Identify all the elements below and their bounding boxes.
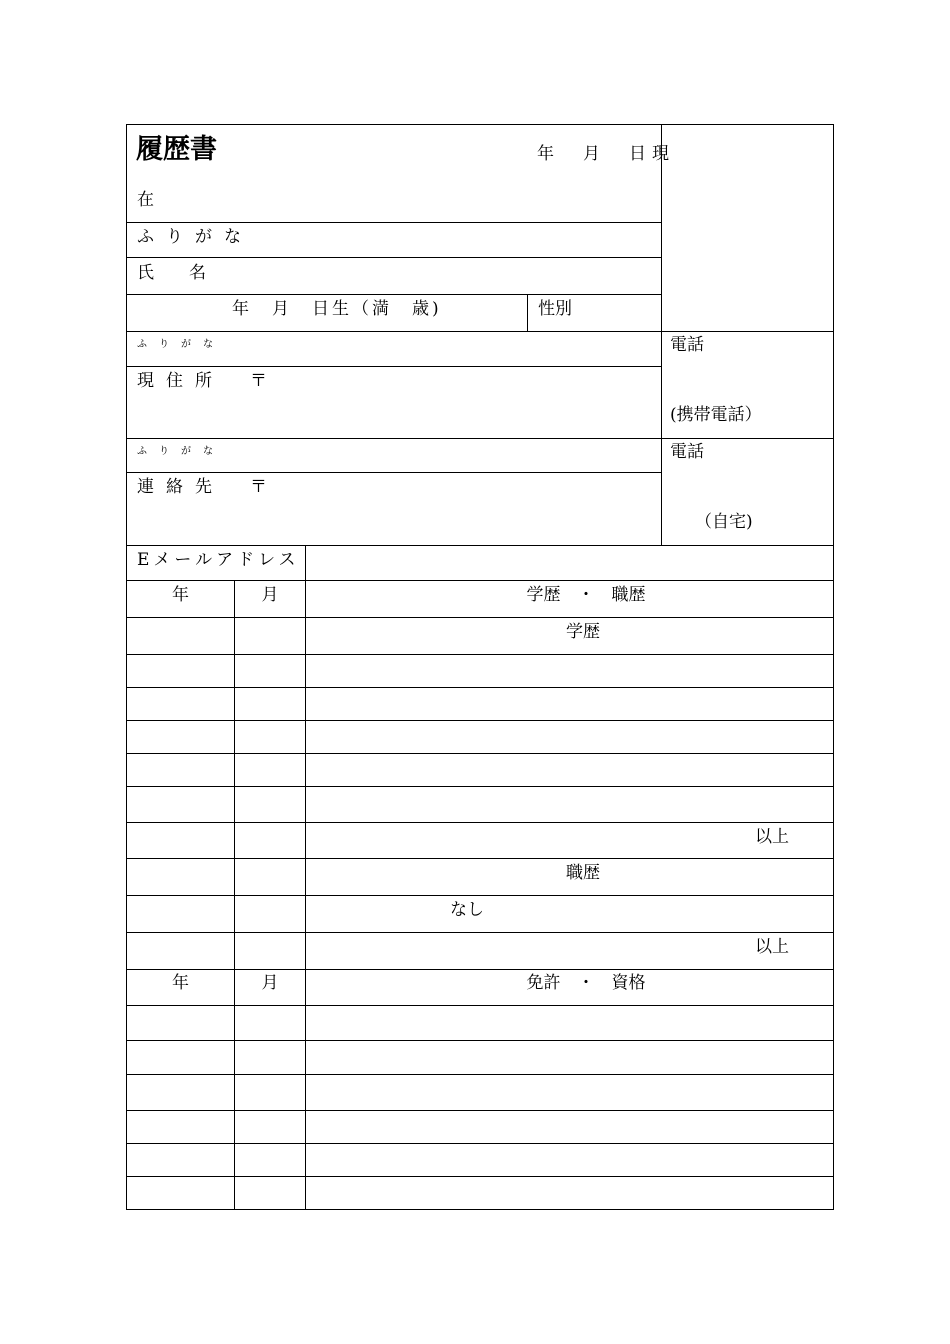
rule xyxy=(126,753,834,754)
rule xyxy=(126,294,662,295)
address-phone-label: 電話 xyxy=(670,335,704,355)
history-row-text: 職歴 xyxy=(566,863,600,883)
contact-furigana-label: ふりがな xyxy=(137,446,225,457)
rule xyxy=(126,617,834,618)
home-phone-label: （自宅) xyxy=(695,512,753,532)
document-title: 履歴書 xyxy=(136,134,217,165)
rule xyxy=(126,969,834,970)
contact-field[interactable] xyxy=(272,474,660,544)
license-title-header: 免許 ・ 資格 xyxy=(526,973,646,993)
email-field[interactable] xyxy=(306,546,833,580)
rule xyxy=(126,1040,834,1041)
contact-label: 連絡先 xyxy=(137,477,224,497)
contact-phone-label: 電話 xyxy=(670,442,704,462)
rule xyxy=(126,932,834,933)
name-label: 氏 名 xyxy=(137,263,215,283)
history-row-text: 以上 xyxy=(755,937,789,957)
address-label: 現住所 xyxy=(137,371,224,391)
rule xyxy=(126,720,834,721)
rule xyxy=(126,1143,834,1144)
address-postal-mark: 〒 xyxy=(250,371,267,391)
license-month-header: 月 xyxy=(261,973,279,993)
history-month-header: 月 xyxy=(261,585,279,605)
frame-right xyxy=(833,124,834,1210)
history-row-text: 以上 xyxy=(755,827,789,847)
rule xyxy=(126,580,834,581)
name-field[interactable] xyxy=(220,259,660,293)
name-furigana-label: ふりがな xyxy=(137,227,253,247)
rule xyxy=(126,257,662,258)
contact-postal-mark: 〒 xyxy=(250,477,267,497)
rule xyxy=(126,786,834,787)
rule xyxy=(126,472,662,473)
history-year-header: 年 xyxy=(172,585,189,605)
rule xyxy=(126,1005,834,1006)
rule xyxy=(126,687,834,688)
history-row-text: なし xyxy=(450,900,484,920)
rule xyxy=(126,858,834,859)
rule xyxy=(126,822,834,823)
photo-area[interactable] xyxy=(662,125,833,331)
rule xyxy=(126,1176,834,1177)
name-furigana-field[interactable] xyxy=(260,224,660,256)
history-row-text: 学歴 xyxy=(566,622,600,642)
date-line: 年 月 日現 xyxy=(537,144,675,164)
birth-date-line: 年 月 日生（満 歳) xyxy=(232,299,442,319)
rule xyxy=(126,331,834,332)
rule xyxy=(126,1074,834,1075)
rule xyxy=(126,654,834,655)
address-furigana-field[interactable] xyxy=(250,333,660,365)
rule xyxy=(126,222,662,223)
rule xyxy=(126,366,662,367)
rule xyxy=(126,1110,834,1111)
mobile-phone-label: (携帯電話） xyxy=(670,405,762,425)
frame-left xyxy=(126,124,127,1210)
history-title-header: 学歴 ・ 職歴 xyxy=(526,585,646,605)
license-year-header: 年 xyxy=(172,973,189,993)
address-furigana-label: ふりがな xyxy=(137,339,225,350)
email-label: Eメールアドレス xyxy=(137,550,300,570)
address-field[interactable] xyxy=(272,368,660,436)
rule xyxy=(126,895,834,896)
rule xyxy=(126,438,834,439)
gender-label: 性別 xyxy=(538,299,572,319)
frame-bottom xyxy=(126,1209,834,1210)
date-line-continued: 在 xyxy=(137,190,154,210)
contact-furigana-field[interactable] xyxy=(250,440,660,471)
rule xyxy=(527,294,528,332)
